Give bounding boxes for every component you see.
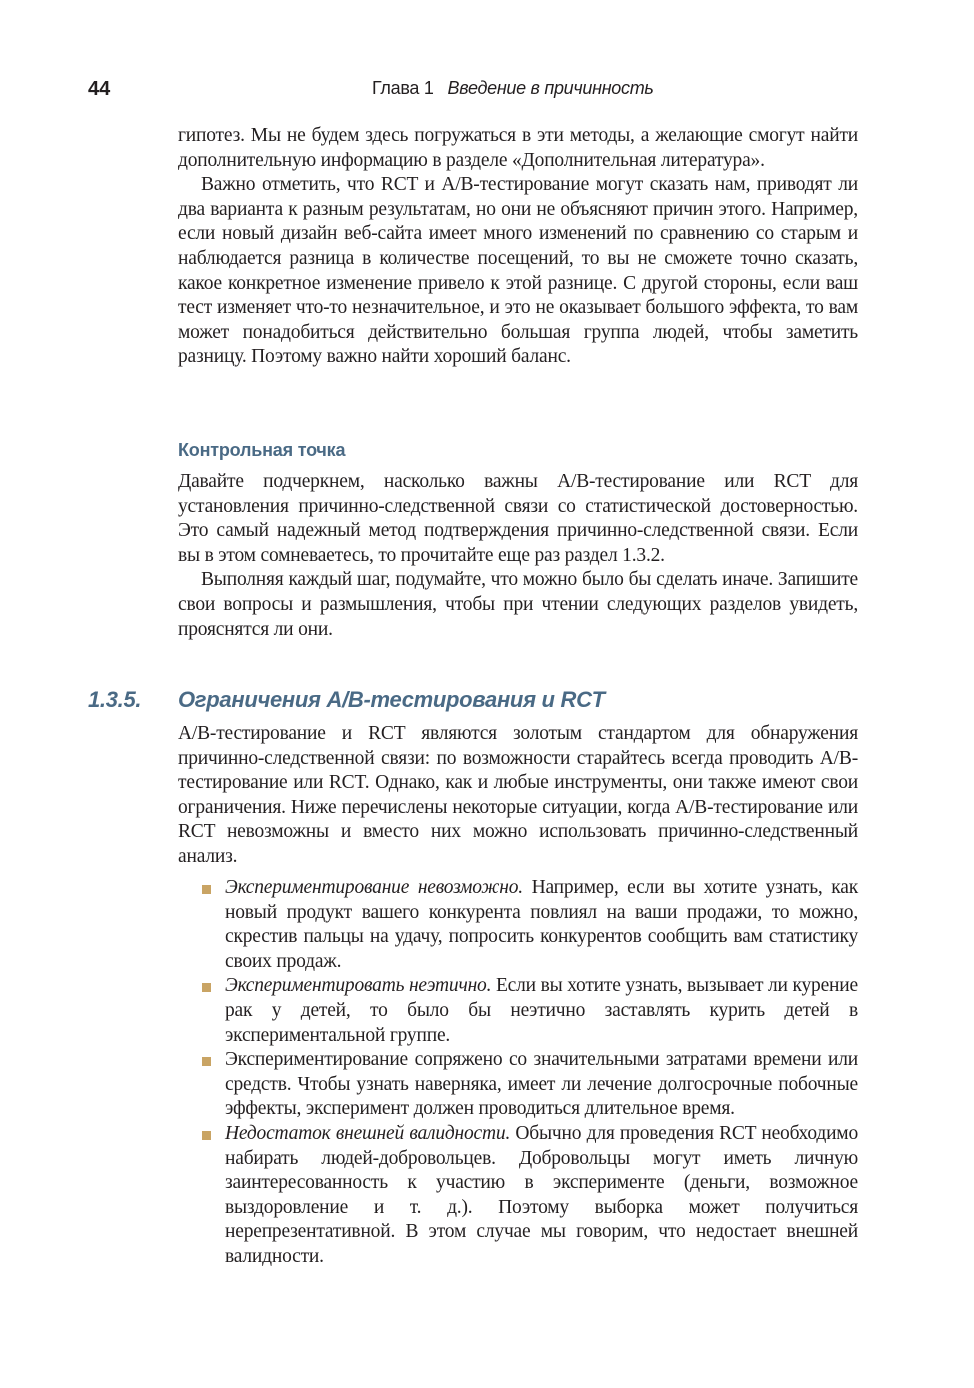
bullet-text: Обычно для проведения RCT необходимо набирать людей-добровольцев. Добровольцы могут иметь личную заинтересованность к участию в эксперименте (деньги, возможное выздоровление и т. д.). Поэтому выборка может получиться нерепрезентативной. В этом случае мы говорим, что недостает внешней валидности. [225, 1122, 858, 1267]
section-number: 1.3.5. [88, 687, 142, 712]
running-head [372, 78, 654, 99]
checkpoint-text [178, 470, 858, 642]
intro-text [178, 124, 858, 370]
chapter-label: Глава 1 [372, 78, 434, 98]
list-item [200, 1048, 858, 1122]
limitations-list [200, 876, 858, 1270]
section-heading [88, 687, 605, 713]
paragraph: A/B-тестирование и RCT являются золотым стандартом для обнаружения причинно-следственной связи: по возможности старайтесь всегда проводить A/B-тестирование или RCT. Однако, как и любые инструменты, они также имеют свои ограничения. Ниже перечислены некоторые ситуации, когда A/B-тестирование или RCT невозможны и вместо них можно использовать причинно-следственный анализ. [178, 723, 858, 867]
list-item [200, 1122, 858, 1270]
section-intro-text [178, 722, 858, 870]
list-item [200, 974, 858, 1048]
square-bullet-icon [202, 983, 211, 992]
paragraph: Давайте подчеркнем, насколько важны A/B-тестирование или RCT для установления причинно-следственной связи со статистической достоверностью. Это самый надежный метод подтверждения причинно-следственной связи. Если вы в этом сомневаетесь, то прочитайте еще раз раздел 1.3.2. [178, 471, 858, 566]
bullet-lead: Экспериментирование невозможно. [225, 877, 523, 898]
square-bullet-icon [202, 885, 211, 894]
chapter-title: Введение в причинность [447, 78, 654, 98]
square-bullet-icon [202, 1057, 211, 1066]
paragraph: гипотез. Мы не будем здесь погружаться в эти методы, а желающие смогут найти дополнительную информацию в разделе «Дополнительная литература». [178, 125, 858, 171]
list-item [200, 876, 858, 974]
page-header [88, 76, 858, 104]
paragraph: Выполняя каждый шаг, подумайте, что можно было бы сделать иначе. Запишите свои вопросы и размышления, чтобы при чтении следующих разделов увидеть, прояснятся ли они. [178, 569, 858, 640]
bullet-lead: Недостаток внешней валидности. [225, 1122, 511, 1144]
section-title: Ограничения A/B-тестирования и RCT [178, 687, 605, 712]
page-number: 44 [88, 78, 111, 100]
bullet-text: Например, если вы хотите узнать, как новый продукт вашего конкурента повлиял на ваши продажи, то можно, скрестив пальцы на удачу, попросить конкурентов сообщить вам статистику своих продаж. [225, 877, 858, 972]
square-bullet-icon [202, 1131, 211, 1140]
checkpoint-heading: Контрольная точка [178, 440, 346, 460]
bullet-text: Экспериментирование сопряжено со значительными затратами времени или средств. Чтобы узнать наверняка, имеет ли лечение долгосрочные побочные эффекты, эксперимент должен проводиться длительное время. [225, 1049, 858, 1120]
paragraph: Важно отметить, что RCT и A/B-тестирование могут сказать нам, приводят ли два варианта к разным результатам, но они не объясняют причин этого. Например, если новый дизайн веб-сайта имеет много изменений по сравнению со старым и наблюдается разница в количестве посещений, то вы не сможете точно сказать, какое конкретное изменение привело к этой разнице. С другой стороны, если ваш тест изменяет что-то незначительное, и это не оказывает большого эффекта, то вам может понадобиться действительно большая группа людей, чтобы заметить разницу. Поэтому важно найти хороший баланс. [178, 174, 858, 368]
bullet-lead: Экспериментировать неэтично. [225, 975, 492, 997]
bullet-text: Если вы хотите узнать, вызывает ли курение рак у детей, то было бы неэтично заставлять курить детей в экспериментальной группе. [225, 975, 858, 1046]
